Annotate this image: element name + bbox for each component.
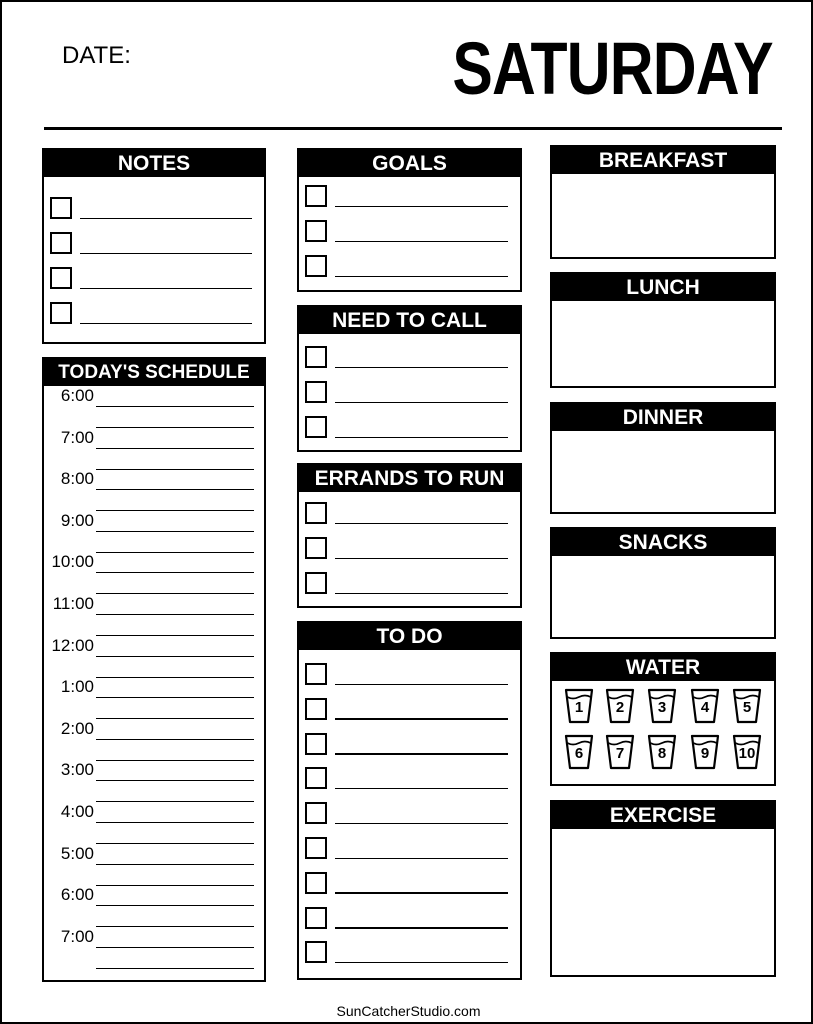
checkbox[interactable] [305, 802, 327, 824]
checklist-row [305, 502, 520, 524]
water-cup-number: 9 [700, 745, 710, 762]
header-divider [44, 127, 782, 130]
water-cup-number: 1 [574, 699, 584, 716]
water-cup-icon[interactable] [564, 734, 594, 770]
checkbox[interactable] [305, 698, 327, 720]
write-line[interactable] [335, 558, 508, 560]
footer-credit: SunCatcherStudio.com [336, 1003, 481, 1019]
water-cup-icon[interactable] [605, 688, 635, 724]
date-label: DATE: [62, 42, 131, 69]
schedule-time-label: 11:00 [52, 594, 94, 613]
need-to-call-box [297, 305, 522, 452]
schedule-time-label: 10:00 [51, 552, 94, 572]
water-cup-icon[interactable] [605, 734, 635, 770]
schedule-time-label: 4:00 [60, 802, 94, 821]
write-line[interactable] [80, 253, 252, 255]
write-line[interactable] [335, 718, 508, 720]
todo-box [297, 621, 522, 980]
need-to-call-heading: NEED TO CALL [299, 307, 520, 334]
water-cup-icon[interactable] [732, 734, 762, 770]
water-cup-icon[interactable] [564, 688, 594, 724]
checklist-row [50, 267, 264, 289]
checkbox[interactable] [305, 837, 327, 859]
schedule-time-label: 9:00 [60, 510, 94, 530]
checklist-row [305, 416, 520, 438]
schedule-write-line[interactable] [96, 968, 254, 969]
checkbox[interactable] [305, 572, 327, 594]
checkbox[interactable] [305, 381, 327, 403]
errands-box [297, 463, 522, 608]
schedule-write-line[interactable] [96, 718, 254, 719]
todo-heading: TO DO [299, 623, 520, 650]
checkbox[interactable] [305, 346, 327, 368]
checkbox[interactable] [305, 255, 327, 277]
checkbox[interactable] [50, 302, 72, 324]
write-line[interactable] [335, 684, 508, 686]
write-line[interactable] [80, 288, 252, 290]
write-line[interactable] [335, 402, 508, 404]
write-line[interactable] [80, 323, 252, 325]
notes-heading: NOTES [44, 150, 264, 177]
water-box [550, 652, 776, 786]
checklist-row [305, 872, 520, 894]
water-cup-number: 7 [615, 745, 625, 762]
checklist-row [305, 907, 520, 929]
schedule-write-line[interactable] [96, 427, 254, 428]
schedule-write-line[interactable] [96, 448, 254, 449]
exercise-heading: EXERCISE [552, 802, 774, 829]
schedule-write-line[interactable] [96, 489, 254, 490]
write-line[interactable] [80, 218, 252, 220]
checklist-row [50, 197, 264, 219]
write-line[interactable] [335, 962, 508, 964]
checkbox[interactable] [305, 767, 327, 789]
water-tracker [552, 681, 774, 784]
water-cup-number: 4 [700, 699, 710, 716]
checkbox[interactable] [305, 537, 327, 559]
water-cup-number: 6 [574, 745, 584, 762]
checkbox[interactable] [305, 907, 327, 929]
schedule-write-line[interactable] [96, 635, 254, 636]
checkbox[interactable] [305, 663, 327, 685]
write-line[interactable] [335, 523, 508, 525]
checklist-row [305, 941, 520, 963]
schedule-write-line[interactable] [96, 469, 254, 470]
breakfast-heading: BREAKFAST [552, 147, 774, 174]
schedule-time-label: 6:00 [60, 386, 94, 405]
write-line[interactable] [335, 858, 508, 860]
checkbox[interactable] [305, 220, 327, 242]
water-cup-icon[interactable] [690, 734, 720, 770]
schedule-write-line[interactable] [96, 572, 254, 573]
water-cup-icon[interactable] [690, 688, 720, 724]
checkbox[interactable] [305, 185, 327, 207]
checklist-row [305, 802, 520, 824]
water-cup-icon[interactable] [732, 688, 762, 724]
lunch-box [550, 272, 776, 388]
schedule-time-label: 8:00 [60, 469, 94, 489]
schedule-write-line[interactable] [96, 614, 254, 615]
checklist-row [305, 220, 520, 242]
water-cup-icon[interactable] [647, 688, 677, 724]
schedule-write-line[interactable] [96, 864, 254, 865]
schedule-write-line[interactable] [96, 697, 254, 698]
write-line[interactable] [335, 437, 508, 439]
goals-box [297, 148, 522, 292]
checklist-row [305, 733, 520, 755]
checklist-row [305, 381, 520, 403]
checklist-row [50, 232, 264, 254]
schedule-time-label: 5:00 [60, 843, 94, 863]
checklist-row [305, 572, 520, 594]
schedule-write-line[interactable] [96, 656, 254, 657]
checklist-row [305, 837, 520, 859]
schedule-box [42, 357, 266, 982]
schedule-write-line[interactable] [96, 885, 254, 886]
water-cup-icon[interactable] [647, 734, 677, 770]
schedule-write-line[interactable] [96, 739, 254, 740]
write-line[interactable] [335, 241, 508, 243]
schedule-time-label: 7:00 [60, 427, 94, 447]
schedule-write-line[interactable] [96, 801, 254, 802]
checkbox[interactable] [50, 267, 72, 289]
checkbox[interactable] [305, 416, 327, 438]
checklist-row [305, 663, 520, 685]
errands-heading: ERRANDS TO RUN [299, 465, 520, 492]
write-line[interactable] [335, 927, 508, 929]
write-line[interactable] [335, 753, 508, 755]
checklist-row [305, 185, 520, 207]
checkbox[interactable] [305, 941, 327, 963]
schedule-write-line[interactable] [96, 406, 254, 407]
checklist-row [305, 537, 520, 559]
water-cup-number: 3 [657, 699, 667, 716]
breakfast-box [550, 145, 776, 259]
water-heading: WATER [552, 654, 774, 681]
water-cup-number: 2 [615, 699, 625, 716]
schedule-write-line[interactable] [96, 593, 254, 594]
water-cup-number: 8 [657, 745, 667, 762]
schedule-write-line[interactable] [96, 926, 254, 927]
water-cup-number: 10 [738, 745, 756, 762]
write-line[interactable] [335, 892, 508, 894]
write-line[interactable] [335, 788, 508, 790]
schedule-time-label: 1:00 [60, 677, 94, 697]
exercise-box [550, 800, 776, 977]
snacks-heading: SNACKS [552, 529, 774, 556]
checkbox[interactable] [50, 197, 72, 219]
write-line[interactable] [335, 276, 508, 278]
schedule-write-line[interactable] [96, 843, 254, 844]
write-line[interactable] [335, 206, 508, 208]
schedule-time-label: 6:00 [60, 885, 94, 905]
checklist-row [305, 255, 520, 277]
dinner-heading: DINNER [552, 404, 774, 431]
checklist-row [50, 302, 264, 324]
goals-heading: GOALS [299, 150, 520, 177]
checkbox[interactable] [50, 232, 72, 254]
schedule-write-line[interactable] [96, 947, 254, 948]
schedule-heading: TODAY'S SCHEDULE [44, 359, 264, 386]
checklist-row [305, 698, 520, 720]
snacks-box [550, 527, 776, 639]
checkbox[interactable] [305, 502, 327, 524]
schedule-write-line[interactable] [96, 760, 254, 761]
schedule-time-label: 2:00 [60, 718, 94, 738]
schedule-time-label: 3:00 [60, 760, 94, 780]
schedule-write-line[interactable] [96, 905, 254, 906]
write-line[interactable] [335, 367, 508, 369]
write-line[interactable] [335, 823, 508, 825]
page-title: SATURDAY [452, 27, 773, 110]
write-line[interactable] [335, 593, 508, 595]
lunch-heading: LUNCH [552, 274, 774, 301]
checklist-row [305, 767, 520, 789]
checklist-row [305, 346, 520, 368]
water-cup-number: 5 [742, 699, 752, 716]
schedule-time-slots [44, 386, 264, 980]
dinner-box [550, 402, 776, 514]
schedule-write-line[interactable] [96, 531, 254, 532]
schedule-write-line[interactable] [96, 510, 254, 511]
schedule-write-line[interactable] [96, 677, 254, 678]
schedule-time-label: 12:00 [51, 635, 94, 655]
notes-box [42, 148, 266, 344]
schedule-write-line[interactable] [96, 822, 254, 823]
schedule-write-line[interactable] [96, 780, 254, 781]
schedule-write-line[interactable] [96, 552, 254, 553]
checkbox[interactable] [305, 733, 327, 755]
checkbox[interactable] [305, 872, 327, 894]
schedule-time-label: 7:00 [60, 926, 94, 946]
